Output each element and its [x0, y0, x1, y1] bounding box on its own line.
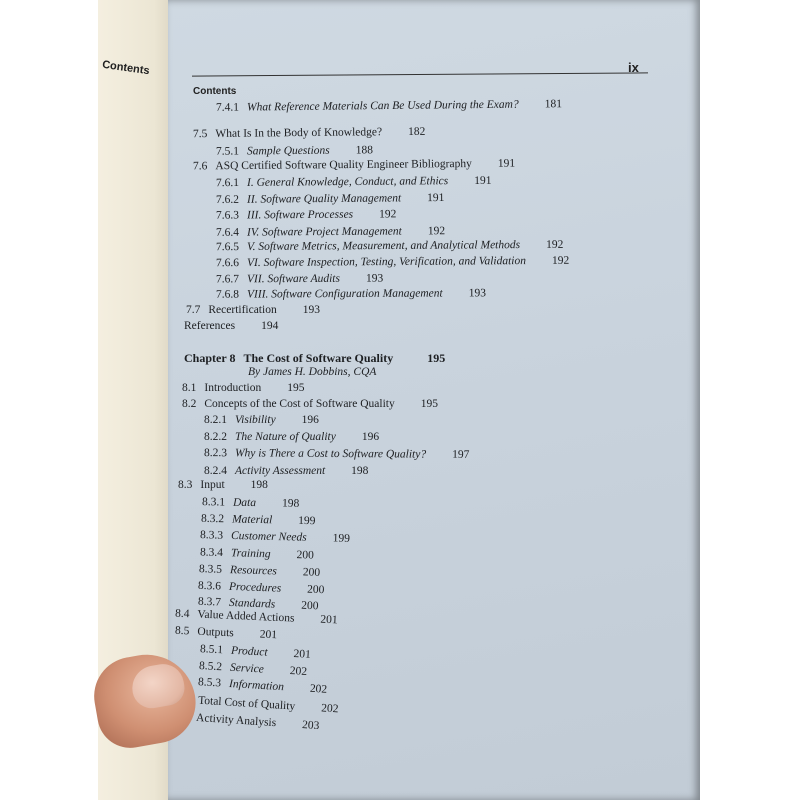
toc-page: 200 [296, 549, 315, 562]
toc-title: VI. Software Inspection, Testing, Verification, and Validation [246, 255, 527, 270]
toc-entry [182, 382, 304, 394]
toc-entry [202, 496, 299, 510]
toc-entry [204, 414, 319, 426]
toc-title: Value Added Actions [197, 608, 295, 625]
chapter-heading [184, 351, 445, 366]
toc-page: 200 [302, 566, 321, 579]
toc-number: 8.3.4 [199, 546, 224, 560]
toc-page: 182 [408, 125, 426, 138]
toc-number: 8.3.6 [197, 579, 222, 593]
toc-page: 195 [287, 382, 305, 394]
toc-title: Input [200, 479, 225, 491]
toc-title: Activity Analysis [195, 711, 277, 730]
toc-page: 197 [452, 448, 470, 461]
toc-page: 198 [351, 465, 369, 477]
toc-title: Total Cost of Quality [197, 694, 296, 713]
toc-page: 191 [474, 174, 492, 187]
toc-title: IV. Software Project Management [246, 225, 402, 239]
toc-page: 196 [361, 431, 380, 443]
toc-title: Visibility [235, 414, 276, 426]
toc-page: 199 [298, 514, 316, 528]
toc-title: II. Software Quality Management [246, 192, 402, 206]
toc-title: References [184, 320, 236, 332]
toc-page: 201 [259, 628, 278, 642]
toc-page: 196 [301, 414, 319, 426]
toc-title: V. Software Metrics, Measurement, and Analytical Methods [246, 239, 521, 253]
toc-page: 191 [427, 192, 445, 205]
toc-entry [216, 273, 383, 286]
toc-number: 7.6.2 [215, 193, 240, 206]
toc-entry [204, 431, 379, 443]
toc-page: 192 [546, 238, 564, 251]
toc-number: 8.2.1 [204, 414, 227, 426]
toc-entry [204, 447, 469, 461]
toc-title: What Reference Materials Can Be Used During the Exam? [246, 98, 519, 114]
toc-title: Sample Questions [246, 144, 330, 158]
toc-page: 201 [320, 613, 338, 627]
toc-entry [186, 304, 320, 316]
toc-title: Introduction [204, 382, 262, 394]
toc-page: 202 [320, 702, 339, 716]
toc-title: Procedures [228, 580, 282, 595]
toc-number: 7.7 [186, 304, 201, 316]
toc-page: 193 [468, 287, 486, 300]
toc-number: 8.3.1 [201, 496, 226, 509]
toc-number: 7.6.6 [215, 257, 240, 270]
toc-title: Data [232, 496, 257, 510]
toc-number: 8.3.3 [199, 529, 224, 542]
toc-title: Resources [229, 564, 278, 578]
toc-number: 8.3.7 [197, 595, 222, 609]
toc-entry [216, 192, 445, 206]
toc-entry [216, 255, 569, 269]
toc-page: 192 [379, 208, 397, 221]
toc-number: 8.5 [174, 624, 190, 638]
toc-title: Standards [228, 596, 276, 611]
toc-title: Product [230, 644, 268, 659]
toc-entry [216, 208, 396, 221]
toc-entry [182, 398, 438, 410]
toc-page: 192 [551, 254, 570, 267]
running-head: Contents [193, 86, 237, 97]
toc-number: 7.6.3 [215, 209, 240, 222]
toc-entry [216, 239, 563, 253]
toc-number: 7.6.5 [215, 241, 240, 254]
toc-title: Activity Assessment [235, 465, 326, 477]
toc-number: 7.4.1 [215, 101, 240, 114]
toc-page: 203 [301, 718, 320, 733]
toc-number: 8.2 [182, 398, 197, 410]
toc-entry [216, 287, 486, 300]
toc-number: 7.6.7 [215, 273, 240, 286]
toc-page: 201 [293, 648, 312, 661]
toc-title: Why is There a Cost to Software Quality? [234, 447, 427, 461]
toc-page: 194 [261, 320, 279, 332]
toc-page: 198 [250, 479, 268, 491]
chapter-number: Chapter 8 [184, 351, 236, 365]
toc-entry [204, 465, 368, 477]
toc-number: 8.1 [182, 382, 197, 394]
toc-title: The Nature of Quality [235, 431, 336, 443]
toc-page: 195 [427, 351, 446, 365]
toc-number: 8.5.3 [197, 676, 222, 690]
toc-title: I. General Knowledge, Conduct, and Ethics [246, 175, 449, 189]
chapter-title: The Cost of Software Quality [243, 351, 394, 365]
toc-title: VII. Software Audits [246, 272, 340, 286]
toc-number: 7.6 [192, 160, 208, 173]
toc-title: ASQ Certified Software Quality Engineer Bibliography [215, 157, 472, 173]
toc-title: Customer Needs [230, 529, 307, 544]
toc-number: 8.3 [178, 479, 193, 491]
toc-entry [193, 126, 425, 140]
toc-number: 7.6.4 [215, 226, 240, 239]
toc-title: Information [228, 678, 285, 694]
toc-number: 7.5.1 [215, 145, 240, 158]
toc-title: Recertification [208, 304, 277, 316]
toc-page: 200 [300, 599, 319, 613]
toc-number: 8.3.5 [198, 563, 223, 576]
toc-number: 8.2.3 [203, 447, 228, 460]
toc-number: 8.4 [174, 607, 190, 621]
page-number: ix [628, 60, 639, 75]
toc-entry [184, 320, 278, 332]
toc-entry [216, 225, 445, 239]
left-page-header: Contents [101, 58, 151, 78]
toc-title: What Is In the Body of Knowledge? [215, 126, 383, 140]
toc-page: 202 [309, 682, 328, 696]
toc-page: 200 [306, 583, 325, 597]
toc-number: 8.2.2 [204, 431, 227, 443]
toc-title: Training [230, 547, 271, 561]
toc-entry [201, 513, 316, 527]
toc-entry [216, 144, 373, 157]
toc-title: Outputs [197, 625, 235, 640]
toc-page: 193 [302, 304, 320, 316]
toc-number: 8.3.2 [200, 512, 225, 526]
toc-page: 191 [497, 157, 516, 170]
toc-entry [178, 479, 268, 491]
toc-page: 198 [281, 497, 300, 510]
toc-number: 7.6.1 [215, 177, 240, 190]
chapter-author: By James H. Dobbins, CQA [248, 366, 377, 378]
toc-title: Concepts of the Cost of Software Quality [204, 398, 395, 410]
toc-page: 192 [427, 225, 446, 238]
toc-page: 199 [332, 532, 351, 545]
toc-entry [216, 175, 492, 189]
toc-number: 7.5 [192, 128, 208, 141]
toc-number: 8.5.2 [198, 659, 223, 674]
toc-title: III. Software Processes [246, 208, 354, 222]
toc-number: 8.2.4 [204, 465, 227, 477]
toc-title: Service [229, 661, 265, 676]
toc-title: Material [231, 513, 273, 527]
toc-page: 193 [365, 272, 384, 285]
toc-title: VIII. Software Configuration Management [246, 287, 443, 301]
toc-page: 181 [544, 98, 562, 111]
toc-page: 195 [420, 398, 438, 410]
toc-page: 202 [289, 665, 308, 679]
toc-page: 188 [355, 144, 374, 157]
toc-number: 7.6.8 [215, 288, 240, 301]
toc-number: 8.5.1 [199, 643, 224, 657]
